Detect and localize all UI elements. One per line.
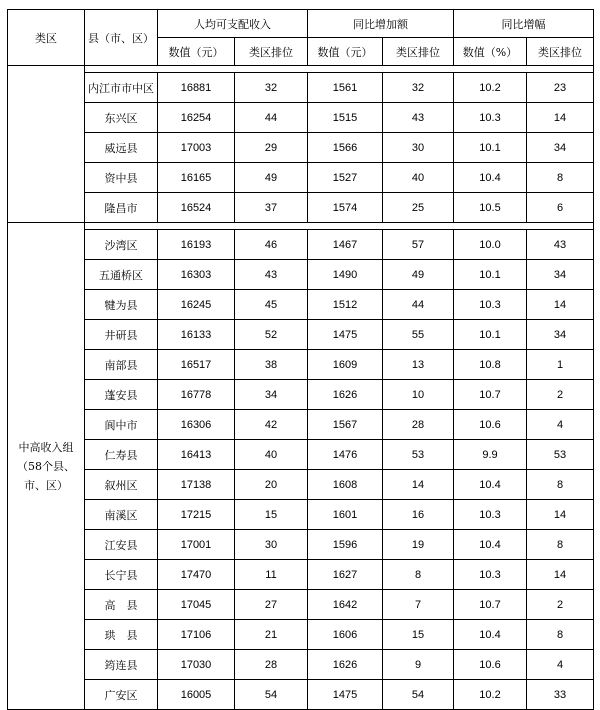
county-cell: 叙州区 <box>85 470 158 500</box>
header-group-income: 人均可支配收入 <box>158 10 308 38</box>
header-growth-rank: 类区排位 <box>527 38 594 66</box>
growth-rank-cell: 8 <box>527 530 594 560</box>
header-group-growth: 同比增幅 <box>454 10 594 38</box>
income-value-cell: 17030 <box>158 650 235 680</box>
header-growth-value: 数值（%） <box>454 38 527 66</box>
income-rank-cell: 43 <box>235 260 308 290</box>
table-row <box>8 650 594 680</box>
table-row <box>8 500 594 530</box>
increase-rank-cell: 40 <box>383 163 454 193</box>
table-row <box>8 290 594 320</box>
income-rank-cell: 34 <box>235 380 308 410</box>
income-rank-cell: 30 <box>235 530 308 560</box>
group-spacer-row <box>8 223 594 230</box>
income-table <box>7 9 594 710</box>
growth-value-cell: 10.3 <box>454 500 527 530</box>
category-cell: 中高收入组（58个县、市、区） <box>8 223 85 710</box>
increase-value-cell: 1626 <box>308 650 383 680</box>
growth-value-cell: 10.2 <box>454 73 527 103</box>
income-rank-cell: 49 <box>235 163 308 193</box>
income-value-cell: 16245 <box>158 290 235 320</box>
increase-rank-cell: 55 <box>383 320 454 350</box>
income-value-cell: 16254 <box>158 103 235 133</box>
county-cell: 南部县 <box>85 350 158 380</box>
increase-rank-cell: 13 <box>383 350 454 380</box>
county-cell: 资中县 <box>85 163 158 193</box>
growth-rank-cell: 1 <box>527 350 594 380</box>
income-value-cell: 17215 <box>158 500 235 530</box>
increase-value-cell: 1512 <box>308 290 383 320</box>
income-value-cell: 16165 <box>158 163 235 193</box>
income-rank-cell: 37 <box>235 193 308 223</box>
table-row <box>8 320 594 350</box>
county-cell: 威远县 <box>85 133 158 163</box>
growth-value-cell: 10.1 <box>454 133 527 163</box>
increase-rank-cell: 25 <box>383 193 454 223</box>
county-cell: 江安县 <box>85 530 158 560</box>
county-cell: 井研县 <box>85 320 158 350</box>
increase-rank-cell: 8 <box>383 560 454 590</box>
income-rank-cell: 45 <box>235 290 308 320</box>
increase-rank-cell: 49 <box>383 260 454 290</box>
table-row <box>8 163 594 193</box>
table-row <box>8 260 594 290</box>
growth-rank-cell: 33 <box>527 680 594 710</box>
income-rank-cell: 32 <box>235 73 308 103</box>
growth-rank-cell: 8 <box>527 620 594 650</box>
income-rank-cell: 28 <box>235 650 308 680</box>
income-value-cell: 16524 <box>158 193 235 223</box>
growth-rank-cell: 53 <box>527 440 594 470</box>
county-cell: 高 县 <box>85 590 158 620</box>
header-category: 类区 <box>8 10 85 66</box>
increase-rank-cell: 54 <box>383 680 454 710</box>
increase-value-cell: 1490 <box>308 260 383 290</box>
growth-value-cell: 10.4 <box>454 620 527 650</box>
header-increase-value: 数值（元） <box>308 38 383 66</box>
increase-rank-cell: 14 <box>383 470 454 500</box>
growth-value-cell: 10.3 <box>454 103 527 133</box>
county-cell: 犍为县 <box>85 290 158 320</box>
growth-value-cell: 10.6 <box>454 410 527 440</box>
county-cell: 仁寿县 <box>85 440 158 470</box>
increase-value-cell: 1642 <box>308 590 383 620</box>
growth-value-cell: 10.0 <box>454 230 527 260</box>
increase-rank-cell: 43 <box>383 103 454 133</box>
table-row <box>8 410 594 440</box>
income-rank-cell: 44 <box>235 103 308 133</box>
increase-value-cell: 1596 <box>308 530 383 560</box>
growth-value-cell: 10.4 <box>454 530 527 560</box>
growth-rank-cell: 4 <box>527 410 594 440</box>
income-value-cell: 17106 <box>158 620 235 650</box>
income-rank-cell: 46 <box>235 230 308 260</box>
growth-rank-cell: 14 <box>527 560 594 590</box>
increase-value-cell: 1527 <box>308 163 383 193</box>
table-row <box>8 380 594 410</box>
income-rank-cell: 15 <box>235 500 308 530</box>
growth-rank-cell: 34 <box>527 320 594 350</box>
growth-rank-cell: 2 <box>527 590 594 620</box>
growth-rank-cell: 2 <box>527 380 594 410</box>
income-value-cell: 16517 <box>158 350 235 380</box>
growth-rank-cell: 23 <box>527 73 594 103</box>
increase-rank-cell: 28 <box>383 410 454 440</box>
growth-rank-cell: 14 <box>527 500 594 530</box>
increase-value-cell: 1475 <box>308 320 383 350</box>
county-cell: 长宁县 <box>85 560 158 590</box>
header-group-increase: 同比增加额 <box>308 10 454 38</box>
growth-value-cell: 10.3 <box>454 560 527 590</box>
increase-rank-cell: 15 <box>383 620 454 650</box>
table-row <box>8 350 594 380</box>
group-spacer-row <box>8 66 594 73</box>
increase-rank-cell: 10 <box>383 380 454 410</box>
table-row <box>8 560 594 590</box>
increase-value-cell: 1574 <box>308 193 383 223</box>
income-value-cell: 17138 <box>158 470 235 500</box>
increase-value-cell: 1467 <box>308 230 383 260</box>
income-value-cell: 16881 <box>158 73 235 103</box>
growth-rank-cell: 34 <box>527 260 594 290</box>
county-cell: 蓬安县 <box>85 380 158 410</box>
income-value-cell: 16413 <box>158 440 235 470</box>
growth-value-cell: 10.3 <box>454 290 527 320</box>
table-row <box>8 230 594 260</box>
income-rank-cell: 42 <box>235 410 308 440</box>
growth-value-cell: 10.5 <box>454 193 527 223</box>
income-value-cell: 17001 <box>158 530 235 560</box>
increase-value-cell: 1608 <box>308 470 383 500</box>
county-cell: 东兴区 <box>85 103 158 133</box>
growth-value-cell: 10.7 <box>454 590 527 620</box>
growth-rank-cell: 4 <box>527 650 594 680</box>
county-cell: 南溪区 <box>85 500 158 530</box>
table-row <box>8 620 594 650</box>
increase-rank-cell: 7 <box>383 590 454 620</box>
increase-value-cell: 1567 <box>308 410 383 440</box>
table-row <box>8 590 594 620</box>
growth-value-cell: 10.1 <box>454 260 527 290</box>
growth-value-cell: 10.4 <box>454 470 527 500</box>
table-row <box>8 470 594 500</box>
county-cell: 阆中市 <box>85 410 158 440</box>
header-county: 县（市、区） <box>85 10 158 66</box>
spacer-cell <box>85 223 594 230</box>
increase-value-cell: 1475 <box>308 680 383 710</box>
increase-value-cell: 1626 <box>308 380 383 410</box>
income-rank-cell: 21 <box>235 620 308 650</box>
income-rank-cell: 52 <box>235 320 308 350</box>
table-row <box>8 440 594 470</box>
income-value-cell: 16005 <box>158 680 235 710</box>
increase-rank-cell: 32 <box>383 73 454 103</box>
income-value-cell: 16778 <box>158 380 235 410</box>
increase-value-cell: 1601 <box>308 500 383 530</box>
table-row <box>8 133 594 163</box>
income-rank-cell: 11 <box>235 560 308 590</box>
income-rank-cell: 54 <box>235 680 308 710</box>
county-cell: 珙 县 <box>85 620 158 650</box>
income-value-cell: 16303 <box>158 260 235 290</box>
increase-rank-cell: 19 <box>383 530 454 560</box>
header-income-value: 数值（元） <box>158 38 235 66</box>
increase-value-cell: 1476 <box>308 440 383 470</box>
county-cell: 内江市市中区 <box>85 73 158 103</box>
increase-rank-cell: 57 <box>383 230 454 260</box>
growth-rank-cell: 14 <box>527 290 594 320</box>
income-rank-cell: 40 <box>235 440 308 470</box>
income-rank-cell: 38 <box>235 350 308 380</box>
income-value-cell: 16133 <box>158 320 235 350</box>
increase-value-cell: 1609 <box>308 350 383 380</box>
income-rank-cell: 20 <box>235 470 308 500</box>
increase-rank-cell: 9 <box>383 650 454 680</box>
growth-value-cell: 10.1 <box>454 320 527 350</box>
table-row <box>8 193 594 223</box>
spacer-cell <box>85 66 594 73</box>
header-income-rank: 类区排位 <box>235 38 308 66</box>
income-value-cell: 16193 <box>158 230 235 260</box>
increase-value-cell: 1627 <box>308 560 383 590</box>
county-cell: 筠连县 <box>85 650 158 680</box>
table-row <box>8 103 594 133</box>
income-value-cell: 17045 <box>158 590 235 620</box>
increase-value-cell: 1566 <box>308 133 383 163</box>
header-increase-rank: 类区排位 <box>383 38 454 66</box>
county-cell: 沙湾区 <box>85 230 158 260</box>
growth-rank-cell: 6 <box>527 193 594 223</box>
increase-value-cell: 1561 <box>308 73 383 103</box>
growth-value-cell: 10.8 <box>454 350 527 380</box>
income-value-cell: 17470 <box>158 560 235 590</box>
county-cell: 五通桥区 <box>85 260 158 290</box>
table-row <box>8 530 594 560</box>
county-cell: 隆昌市 <box>85 193 158 223</box>
growth-rank-cell: 14 <box>527 103 594 133</box>
increase-rank-cell: 30 <box>383 133 454 163</box>
growth-rank-cell: 8 <box>527 470 594 500</box>
income-rank-cell: 27 <box>235 590 308 620</box>
income-value-cell: 17003 <box>158 133 235 163</box>
table-body <box>8 66 594 710</box>
growth-value-cell: 9.9 <box>454 440 527 470</box>
table-row <box>8 680 594 710</box>
growth-rank-cell: 43 <box>527 230 594 260</box>
increase-value-cell: 1515 <box>308 103 383 133</box>
increase-rank-cell: 53 <box>383 440 454 470</box>
growth-rank-cell: 8 <box>527 163 594 193</box>
growth-value-cell: 10.4 <box>454 163 527 193</box>
county-cell: 广安区 <box>85 680 158 710</box>
increase-rank-cell: 44 <box>383 290 454 320</box>
income-value-cell: 16306 <box>158 410 235 440</box>
growth-rank-cell: 34 <box>527 133 594 163</box>
income-rank-cell: 29 <box>235 133 308 163</box>
growth-value-cell: 10.6 <box>454 650 527 680</box>
increase-value-cell: 1606 <box>308 620 383 650</box>
category-cell <box>8 66 85 223</box>
header-row-1 <box>8 10 594 38</box>
growth-value-cell: 10.2 <box>454 680 527 710</box>
growth-value-cell: 10.7 <box>454 380 527 410</box>
increase-rank-cell: 16 <box>383 500 454 530</box>
table-row <box>8 73 594 103</box>
